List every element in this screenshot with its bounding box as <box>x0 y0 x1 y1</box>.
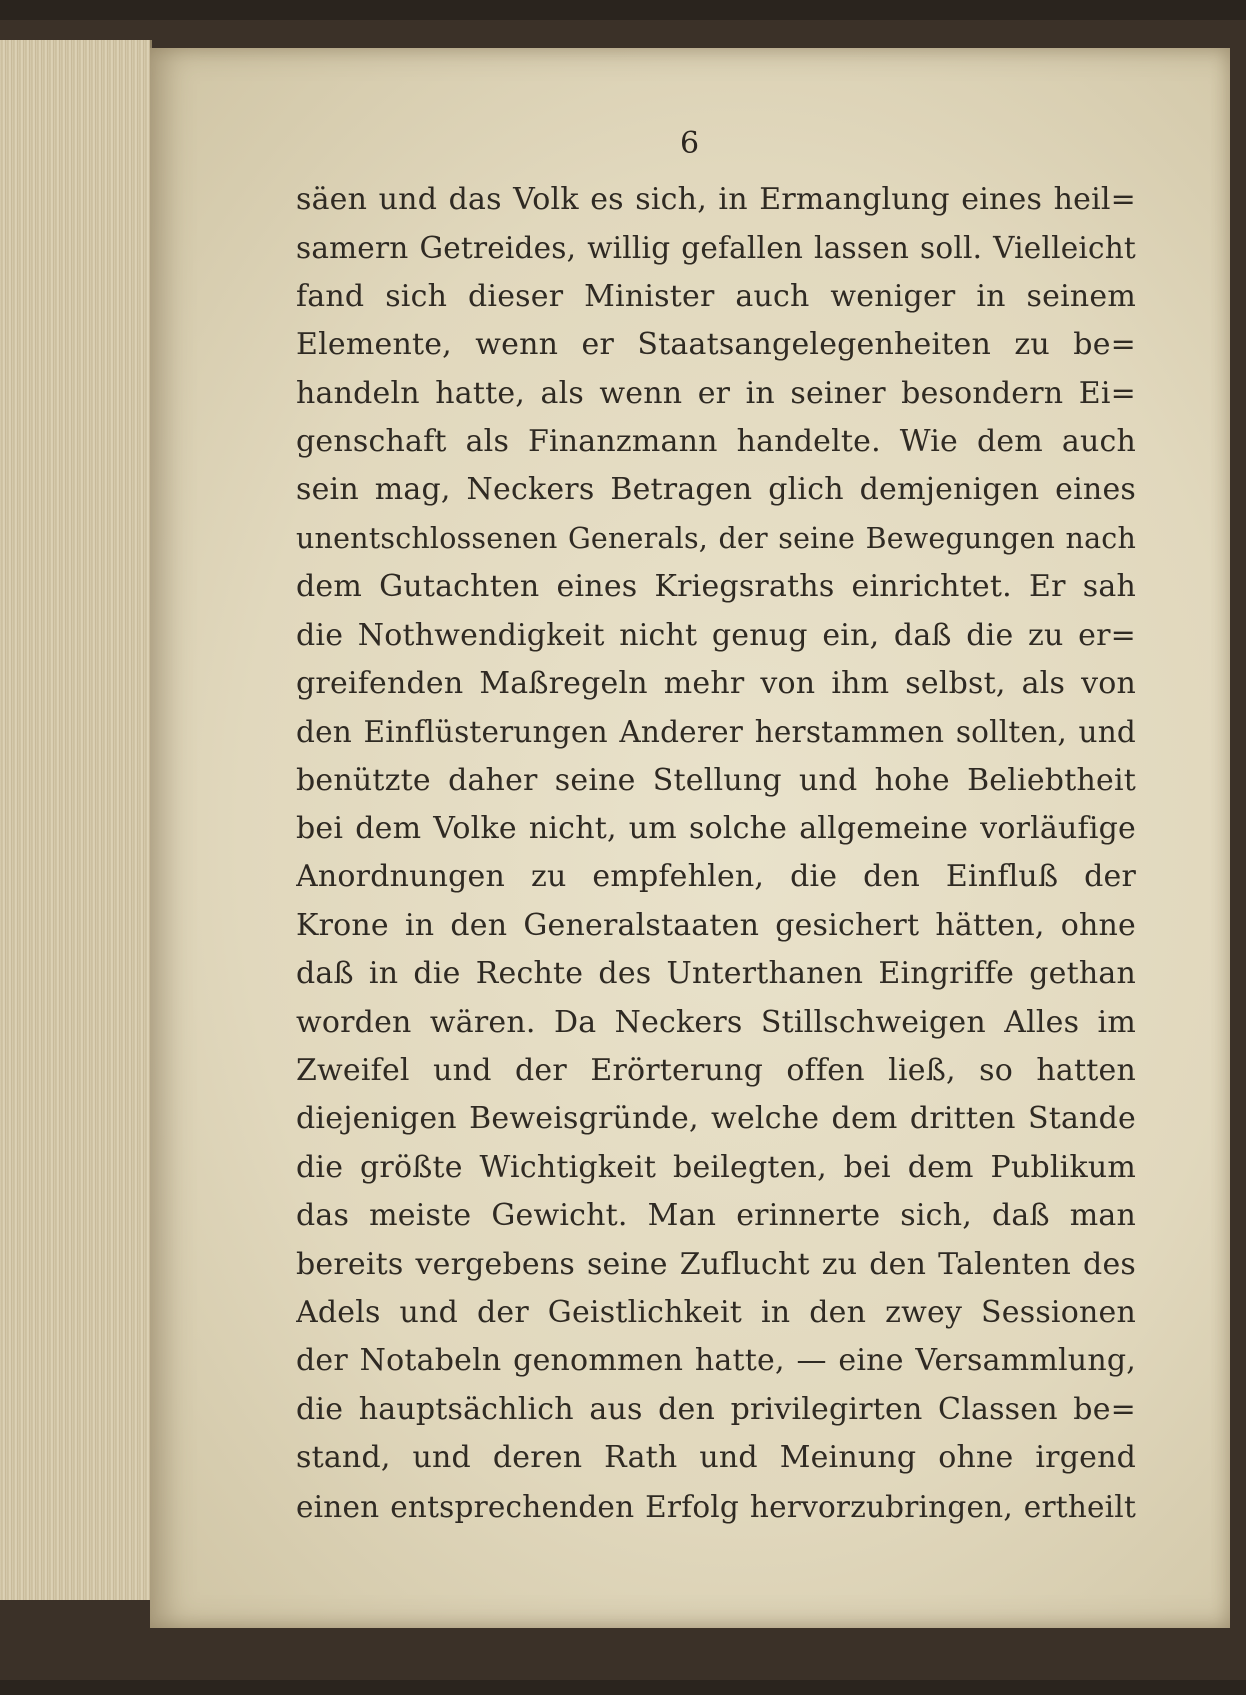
text-line: daß in die Rechte des Unterthanen Eingriffe gethan <box>296 956 1136 992</box>
text-line: Anordnungen zu empfehlen, die den Einfluß der <box>296 859 1136 895</box>
text-line: genschaft als Finanzmann handelte. Wie dem auch <box>296 423 1136 459</box>
text-line: greifenden Maßregeln mehr von ihm selbst, als von <box>296 665 1136 701</box>
text-line: worden wären. Da Neckers Stillschweigen Alles im <box>296 1004 1136 1040</box>
page-edges <box>0 40 152 1600</box>
text-line: der Notabeln genommen hatte, — eine Versammlung, <box>296 1343 1136 1379</box>
text-line: Elemente, wenn er Staatsangelegenheiten zu be= <box>296 327 1136 363</box>
text-line: Krone in den Generalstaaten gesichert hätten, ohne <box>296 907 1136 943</box>
text-line: dem Gutachten eines Kriegsraths einrichtet. Er sah <box>296 569 1136 605</box>
text-line: die größte Wichtigkeit beilegten, bei dem Publikum <box>296 1149 1136 1185</box>
text-line: diejenigen Beweisgründe, welche dem dritten Stande <box>296 1101 1136 1137</box>
text-line: samern Getreides, willig gefallen lassen soll. Vielleicht <box>296 231 1136 266</box>
text-line: benützte daher seine Stellung und hohe Beliebtheit <box>296 762 1136 798</box>
text-line: einen entsprechenden Erfolg hervorzubringen, ertheilt <box>296 1489 1136 1524</box>
text-line: Adels und der Geistlichkeit in den zwey Sessionen <box>296 1294 1136 1330</box>
text-line: die hauptsächlich aus den privilegirten Classen be= <box>296 1391 1136 1427</box>
text-line: säen und das Volk es sich, in Ermanglung eines heil= <box>296 182 1136 217</box>
text-line: das meiste Gewicht. Man erinnerte sich, daß man <box>296 1198 1136 1234</box>
text-line: sein mag, Neckers Betragen glich demjenigen eines <box>296 472 1136 508</box>
text-line: stand, und deren Rath und Meinung ohne irgend <box>296 1440 1136 1476</box>
text-line: den Einflüsterungen Anderer herstammen sollten, und <box>296 715 1136 750</box>
page-number: 6 <box>680 126 700 161</box>
text-line: die Nothwendigkeit nicht genug ein, daß die zu er= <box>296 617 1136 653</box>
text-line: fand sich dieser Minister auch weniger in seinem <box>296 278 1136 314</box>
text-line: Zweifel und der Erörterung offen ließ, so hatten <box>296 1053 1136 1089</box>
body-text <box>296 176 1136 1531</box>
text-line: bei dem Volke nicht, um solche allgemeine vorläufige <box>296 811 1136 847</box>
text-line: handeln hatte, als wenn er in seiner besondern Ei= <box>296 375 1136 411</box>
text-line: bereits vergebens seine Zuflucht zu den Talenten des <box>296 1246 1136 1282</box>
text-line: unentschlossenen Generals, der seine Bewegungen nach <box>296 521 1136 555</box>
